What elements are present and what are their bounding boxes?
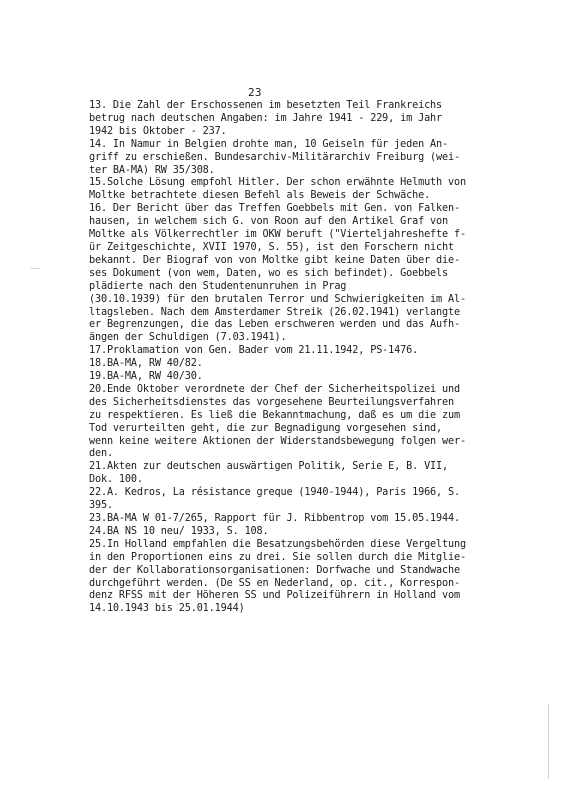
scan-mark	[30, 268, 40, 269]
footnote-line: griff zu erschießen. Bundesarchiv-Militärarchiv Freiburg (wei-	[89, 151, 460, 163]
footnote-line: 19.BA-MA, RW 40/30.	[89, 371, 203, 383]
footnote-line: den.	[89, 448, 113, 460]
footnote-line: 395.	[89, 500, 113, 512]
footnote-line: der der Kollaborationsorganisationen: Dorfwache und Standwache	[89, 564, 460, 576]
footnote-line: denz RFSS mit der Höheren SS und Polizeiführern in Holland vom	[89, 590, 460, 602]
footnote	[89, 539, 491, 616]
footnote-line: wenn keine weitere Aktionen der Widerstandsbewegung folgen wer-	[89, 435, 466, 447]
footnote-line: des Sicherheitsdienstes das vorgesehene Beurteilungsverfahren	[89, 396, 454, 408]
footnote	[89, 487, 491, 513]
footnote-line: durchgeführt werden. (De SS en Nederland, op. cit., Korrespon-	[89, 577, 460, 589]
footnote-line: betrug nach deutschen Angaben: im Jahre 1941 - 229, im Jahr	[89, 112, 443, 124]
footnote-line: 24.BA NS 10 neu/ 1933, S. 108.	[89, 525, 269, 537]
footnote-line: 18.BA-MA, RW 40/82.	[89, 358, 203, 370]
footnote-line: zu respektieren. Es ließ die Bekanntmachung, daß es um die zum	[89, 409, 460, 421]
footnote-line: 1942 bis Oktober - 237.	[89, 125, 227, 137]
page-number: 23	[248, 86, 262, 99]
footnote-line: ter BA-MA) RW 35/308.	[89, 164, 215, 176]
footnote-line: bekannt. Der Biograf von von Moltke gibt keine Daten über die-	[89, 254, 460, 266]
footnote-line: Moltke betrachtete diesen Befehl als Beweis der Schwäche.	[89, 190, 431, 202]
footnote-line: 21.Akten zur deutschen auswärtigen Politik, Serie E, B. VII,	[89, 461, 449, 473]
footnote	[89, 461, 491, 487]
scan-edge-mark	[548, 704, 549, 779]
footnote-line: hausen, in welchem sich G. von Roon auf den Artikel Graf von	[89, 216, 449, 228]
footnote	[89, 526, 491, 539]
footnote-line: (30.10.1939) für den brutalen Terror und Schwierigkeiten im Al-	[89, 293, 466, 305]
footnote	[89, 177, 491, 203]
footnote-line: 16. Der Bericht über das Treffen Goebbels mit Gen. von Falken-	[89, 203, 460, 215]
footnote-line: ses Dokument (von wem, Daten, wo es sich befindet). Goebbels	[89, 267, 449, 279]
footnote-line: ltagsleben. Nach dem Amsterdamer Streik (26.02.1941) verlangte	[89, 306, 460, 318]
footnote	[89, 139, 491, 178]
footnote-line: 13. Die Zahl der Erschossenen im besetzten Teil Frankreichs	[89, 100, 443, 111]
footnote-line: ür Zeitgeschichte, XVII 1970, S. 55), ist den Forschern nicht	[89, 241, 454, 253]
footnote-line: 25.In Holland empfahlen die Besatzungsbehörden diese Vergeltung	[89, 538, 466, 550]
footnote-line: 20.Ende Oktober verordnete der Chef der Sicherheitspolizei und	[89, 383, 460, 395]
footnote-line: plädierte nach den Studentenunruhen in Prag	[89, 280, 347, 292]
footnotes-list	[89, 100, 491, 616]
footnote	[89, 203, 491, 345]
footnote-line: 14.10.1943 bis 25.01.1944)	[89, 603, 245, 615]
footnote	[89, 358, 491, 371]
footnote	[89, 371, 491, 384]
footnote-line: 14. In Namur in Belgien drohte man, 10 Geiseln für jeden An-	[89, 138, 449, 150]
footnote	[89, 100, 491, 139]
footnote-line: 17.Proklamation von Gen. Bader vom 21.11.1942, PS-1476.	[89, 345, 419, 357]
footnote-line: Tod verurteilten geht, die zur Begnadigung vorgesehen sind,	[89, 422, 443, 434]
footnote-line: Moltke als Völkerrechtler im OKW beruft ("Vierteljahreshefte f-	[89, 229, 466, 241]
footnote-line: in den Proportionen eins zu drei. Sie sollen durch die Mitglie-	[89, 551, 466, 563]
footnote-line: Dok. 100.	[89, 474, 143, 486]
footnote-line: 22.A. Kedros, La résistance greque (1940-1944), Paris 1966, S.	[89, 487, 460, 499]
footnote	[89, 384, 491, 461]
footnote-line: 23.BA-MA W 01-7/265, Rapport für J. Ribbentrop vom 15.05.1944.	[89, 513, 460, 524]
footnote-line: er Begrenzungen, die das Leben erschweren werden und das Aufh-	[89, 319, 460, 331]
footnote	[89, 345, 491, 358]
footnote	[89, 513, 491, 526]
footnote-line: 15.Solche Lösung empfohl Hitler. Der schon erwähnte Helmuth von	[89, 177, 466, 189]
footnote-line: ängen der Schuldigen (7.03.1941).	[89, 332, 287, 344]
